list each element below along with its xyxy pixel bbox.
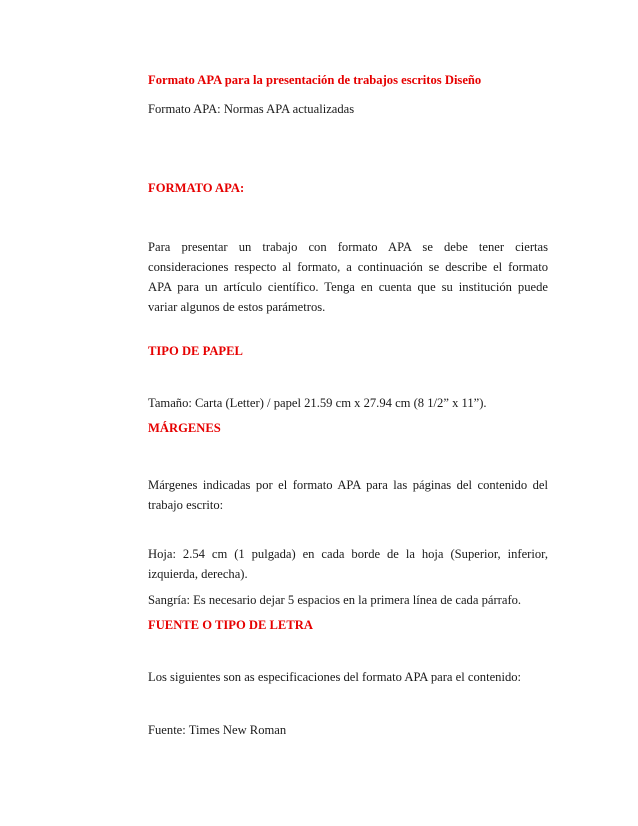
paragraph-times: Fuente: Times New Roman <box>148 723 287 737</box>
paragraph-formato-apa: Para presentar un trabajo con formato APA se debe tener ciertas consideraciones respecto al formato, a continuación se describe el formato APA para un artículo científico. Tenga en cuenta que su institución puede variar algunos de estos parámetros. <box>148 240 548 314</box>
document-title: Formato APA para la presentación de trabajos escritos Diseño <box>148 73 482 87</box>
document-subtitle: Formato APA: Normas APA actualizadas <box>148 102 355 116</box>
paragraph-hoja: Hoja: 2.54 cm (1 pulgada) en cada borde de la hoja (Superior, inferior, izquierda, derecha). <box>148 547 548 581</box>
paragraph-margenes: Márgenes indicadas por el formato APA para las páginas del contenido del trabajo escrito: <box>148 478 548 512</box>
paragraph-sangria: Sangría: Es necesario dejar 5 espacios en la primera línea de cada párrafo. <box>148 593 522 607</box>
heading-fuente: FUENTE O TIPO DE LETRA <box>148 618 313 632</box>
heading-tipo-papel: TIPO DE PAPEL <box>148 344 243 358</box>
paragraph-fuente: Los siguientes son as especificaciones del formato APA para el contenido: <box>148 670 522 684</box>
heading-margenes: MÁRGENES <box>148 421 221 435</box>
heading-formato-apa: FORMATO APA: <box>148 181 245 195</box>
paragraph-tamano: Tamaño: Carta (Letter) / papel 21.59 cm x 27.94 cm (8 1/2” x 11”). <box>148 396 487 410</box>
